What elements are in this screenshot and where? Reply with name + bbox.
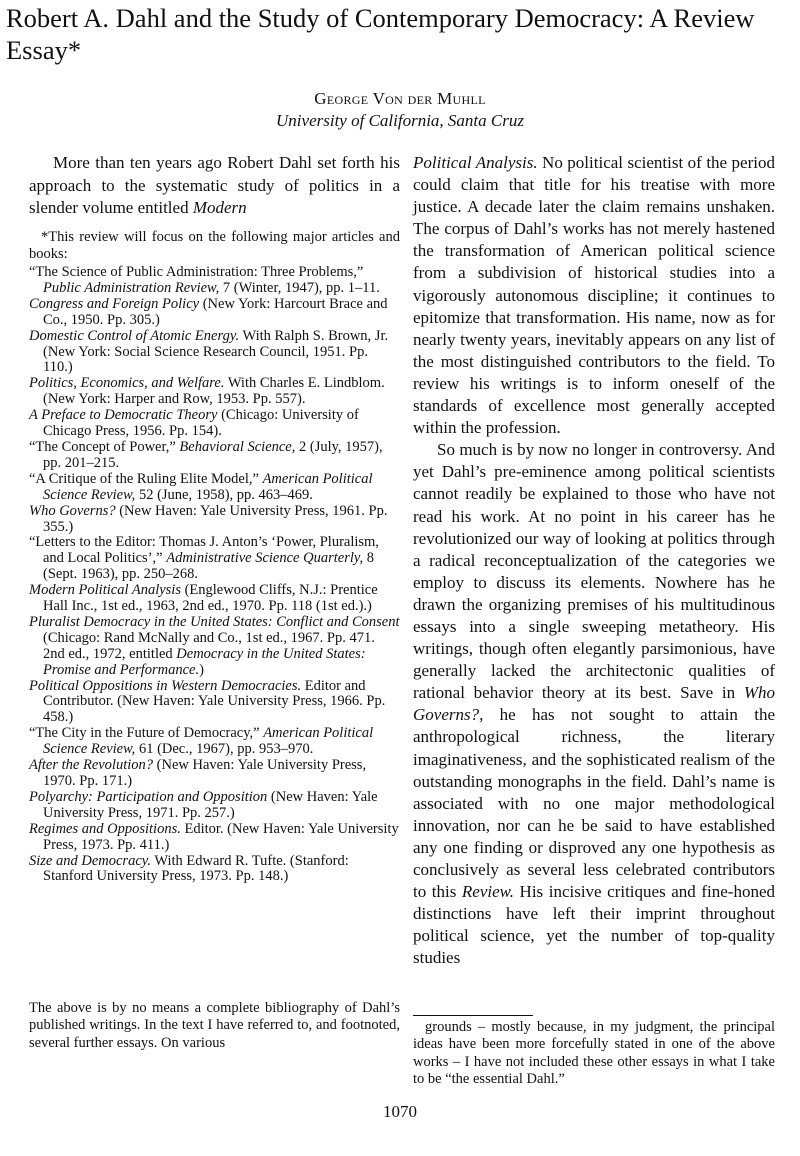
reference-text: “A Critique of the Ruling Elite Model,” (29, 470, 263, 487)
paragraph-text: he has not sought to attain the anthropological richness, the literary imaginativeness, and the sophisticated realism of the outstanding monographs in the field. Dahl’s name is associated with no one major methodological innovation, nor can he be said to have established any one finding or disproved any one hypothesis as conclusively as several less celebrated contributors to this (413, 705, 775, 902)
reference-title: Domestic Control of Atomic Energy. (29, 327, 240, 344)
reference-text: 61 (Dec., 1967), pp. 953–970. (135, 741, 314, 758)
body-paragraph-2 (413, 439, 775, 969)
reference-text: (New Haven: Yale University Press, 1971. Pp. 257.) (43, 788, 378, 821)
reference-title: Political Oppositions in Western Democracies. (29, 677, 302, 694)
reference-title: Pluralist Democracy in the United States: Conflict and Consent (29, 613, 400, 630)
italic-title: Who Governs?, (413, 683, 775, 725)
reference-text: Editor. (New Haven: Yale University Press, 1973. Pp. 411.) (43, 820, 399, 853)
reference-title: Who Governs? (29, 502, 116, 519)
footnote-divider (413, 1015, 533, 1016)
opening-paragraph (29, 152, 400, 220)
reference-item (29, 758, 400, 790)
author-block (0, 88, 800, 132)
reference-item (29, 854, 400, 886)
reference-title: American Political Science Review, (43, 470, 373, 503)
reference-text: “The Science of Public Administration: Three Problems,” (29, 264, 364, 280)
body-paragraph-1 (413, 152, 775, 439)
paragraph-text: His incisive critiques and fine-honed distinctions have left their imprint throughout political science, yet the number of top-quality studies (413, 882, 775, 968)
opening-italic: Modern (192, 198, 247, 217)
reference-item (29, 615, 400, 679)
reference-text: (New Haven: Yale University Press, 1970. Pp. 171.) (43, 757, 367, 789)
reference-title: American Political Science Review, (43, 725, 374, 758)
reference-text: (Chicago: Rand McNally and Co., 1st ed., 1967. Pp. 471. 2nd ed., 1972, entitled (43, 629, 375, 662)
footnote-right: grounds – mostly because, in my judgment, the principal ideas have been more forcefully stated in one of the above works – I have not included these other essays in what I take to be “the essential Dahl.” (413, 1019, 775, 1087)
reference-item (29, 504, 400, 536)
author-affiliation: University of California, Santa Cruz (276, 111, 524, 130)
reference-text: (New Haven: Yale University Press, 1961. Pp. 355.) (43, 502, 388, 535)
reference-text: With Ralph S. Brown, Jr. (New York: Social Science Research Council, 1951. Pp. 110.) (43, 327, 389, 376)
reference-text: Editor and Contributor. (New Haven: Yale University Press, 1966. Pp. 458.) (43, 677, 386, 726)
reference-item (29, 408, 400, 440)
reference-text: (Chicago: University of Chicago Press, 1956. Pp. 154). (43, 407, 359, 440)
reference-text: “The Concept of Power,” (29, 438, 180, 455)
footnote-continuation: The above is by no means a complete bibliography of Dahl’s published writings. In the text I have referred to, and footnoted, several further essays. On various (29, 1000, 400, 1051)
reference-item (29, 472, 400, 504)
reference-text: “The City in the Future of Democracy,” (29, 725, 264, 742)
reference-text: ) (199, 661, 204, 678)
author-name: George Von der Muhll (314, 89, 486, 108)
reference-text: 52 (June, 1958), pp. 463–469. (135, 486, 313, 503)
reference-title: Modern Political Analysis (29, 582, 181, 599)
reference-item (29, 535, 400, 583)
footnote-intro: *This review will focus on the following major articles and books: (29, 229, 400, 262)
reference-title: Regimes and Oppositions. (29, 820, 181, 837)
reference-text: With Charles E. Lindblom. (New York: Harper and Row, 1953. Pp. 557). (43, 375, 385, 408)
reference-item (29, 679, 400, 727)
reference-text: 8 (Sept. 1963), pp. 250–268. (43, 550, 375, 583)
reference-item (29, 440, 400, 472)
paragraph-text: No political scientist of the period could claim that title for his treatise with more justice. A decade later the claim remains unshaken. The corpus of Dahl’s works has not merely hastened the transformation of American political science from a subdivision of historical studies into a vigorously autonomous discipline; it continues to epitomize that transformation. His name, now as for nearly twenty years, inevitably appears on any list of the most distinguished contributors to the field. To review his writings is to inform oneself of the standards of excellence most generally accepted within the profession. (413, 153, 775, 438)
reference-text: (New York: Harcourt Brace and Co., 1950. Pp. 305.) (43, 295, 388, 328)
article-title: Robert A. Dahl and the Study of Contemporary Democracy: A Review Essay* (6, 3, 755, 65)
right-column-body (413, 152, 775, 969)
reference-text: With Edward R. Tufte. (Stanford: Stanford University Press, 1973. Pp. 148.) (43, 852, 349, 885)
reference-title: Congress and Foreign Policy (29, 295, 200, 312)
paragraph-text: So much is by now no longer in controversy. And yet Dahl’s pre-eminence among political scientists cannot readily be explained to those who have not read his work. At no point in his career has he revolutionized our way of looking at politics through a radical reconceptualization of the categories we employ to discuss its elements. Nowhere has he drawn the organizing premises of his multitudinous essays into a single sweeping metatheory. His writings, though often elegantly parsimonious, have generally lacked the architectonic qualities of rational behavior theory at its best. Save in (413, 440, 775, 703)
left-column-body (29, 152, 400, 220)
page-number: 1070 (383, 1102, 417, 1121)
reference-title: Polyarchy: Participation and Opposition (29, 788, 268, 805)
reference-text: (Englewood Cliffs, N.J.: Prentice Hall Inc., 1st ed., 1963, 2nd ed., 1970. Pp. 118 (1st ed.).) (43, 582, 378, 615)
reference-title: A Preface to Democratic Theory (29, 407, 218, 424)
reference-item (29, 583, 400, 615)
opening-text: More than ten years ago Robert Dahl set forth his approach to the systematic study of politics in a slender volume entitled (29, 153, 400, 217)
reference-text: 7 (Winter, 1947), pp. 1–11. (219, 279, 380, 296)
reference-item (29, 790, 400, 822)
italic-title: Review. (461, 882, 514, 902)
reference-title: Size and Democracy. (29, 852, 152, 869)
reference-item (29, 376, 400, 408)
reference-title: Administrative Science Quarterly, (166, 550, 364, 567)
reference-list (29, 265, 400, 885)
reference-title: After the Revolution? (29, 757, 154, 774)
reference-title: Politics, Economics, and Welfare. (29, 375, 225, 392)
reference-text: “Letters to the Editor: Thomas J. Anton’s ‘Power, Pluralism, and Local Politics’,” (29, 534, 379, 567)
reference-item (29, 822, 400, 854)
reference-title: Democracy in the United States: Promise and Performance. (43, 645, 366, 678)
reference-text: 2 (July, 1957), pp. 201–215. (43, 438, 383, 471)
reference-item (29, 726, 400, 758)
reference-item (29, 265, 400, 297)
reference-title: Behavioral Science, (179, 438, 296, 455)
reference-title: Public Administration Review, (43, 279, 220, 296)
italic-title: Political Analysis. (413, 153, 538, 172)
reference-item (29, 329, 400, 377)
reference-item (29, 297, 400, 329)
